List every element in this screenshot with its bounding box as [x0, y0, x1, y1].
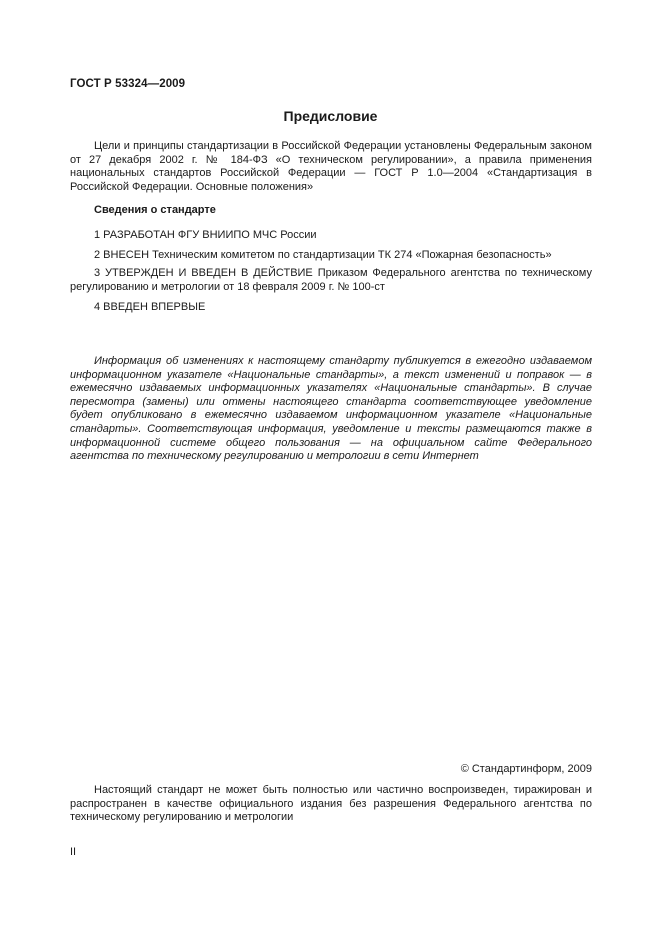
- standard-info-item: 2 ВНЕСЕН Техническим комитетом по стандартизации ТК 274 «Пожарная безопасность»: [94, 249, 552, 261]
- change-info-paragraph: Информация об изменениях к настоящему стандарту публикуется в ежегодно издаваемом информационном указателе «Национальные стандарты», а текст изменений и поправок — в ежемесячно издаваемых информационных указателях «Национальные стандарты». В случае пересмотра (замены) или отмены настоящего стандарта соответствующее уведомление будет опубликовано в ежемесячно издаваемом информационном указателе «Национальные стандарты». Соответствующая информация, уведомление и тексты размещаются также в информационной системе общего пользования — на официальном сайте Федерального агентства по техническому регулированию и метрологии в сети Интернет: [70, 355, 592, 463]
- reproduction-disclaimer: Настоящий стандарт не может быть полностью или частично воспроизведен, тиражирован и распространен в качестве официального издания без разрешения Федерального агентства по техническому регулированию и метрологии: [70, 784, 592, 824]
- standard-info-item: 4 ВВЕДЕН ВПЕРВЫЕ: [94, 301, 206, 313]
- page-number: II: [70, 846, 77, 858]
- foreword-title: Предисловие: [283, 108, 378, 124]
- standard-info-title: Сведения о стандарте: [94, 204, 216, 216]
- foreword-intro-paragraph: Цели и принципы стандартизации в Российской Федерации установлены Федеральным законом от 27 декабря 2002 г. № 184-ФЗ «О техническом регулировании», а правила применения национальных стандартов Российской Федерации — ГОСТ Р 1.0—2004 «Стандартизация в Российской Федерации. Основные положения»: [70, 140, 592, 193]
- standard-info-item: 1 РАЗРАБОТАН ФГУ ВНИИПО МЧС России: [94, 229, 317, 241]
- standard-info-item: 3 УТВЕРЖДЕН И ВВЕДЕН В ДЕЙСТВИЕ Приказом Федерального агентства по техническому регулированию и метрологии от 18 февраля 2009 г. № 100-ст: [70, 267, 592, 293]
- document-code-header: ГОСТ Р 53324—2009: [70, 78, 186, 90]
- copyright-notice: © Стандартинформ, 2009: [460, 763, 592, 775]
